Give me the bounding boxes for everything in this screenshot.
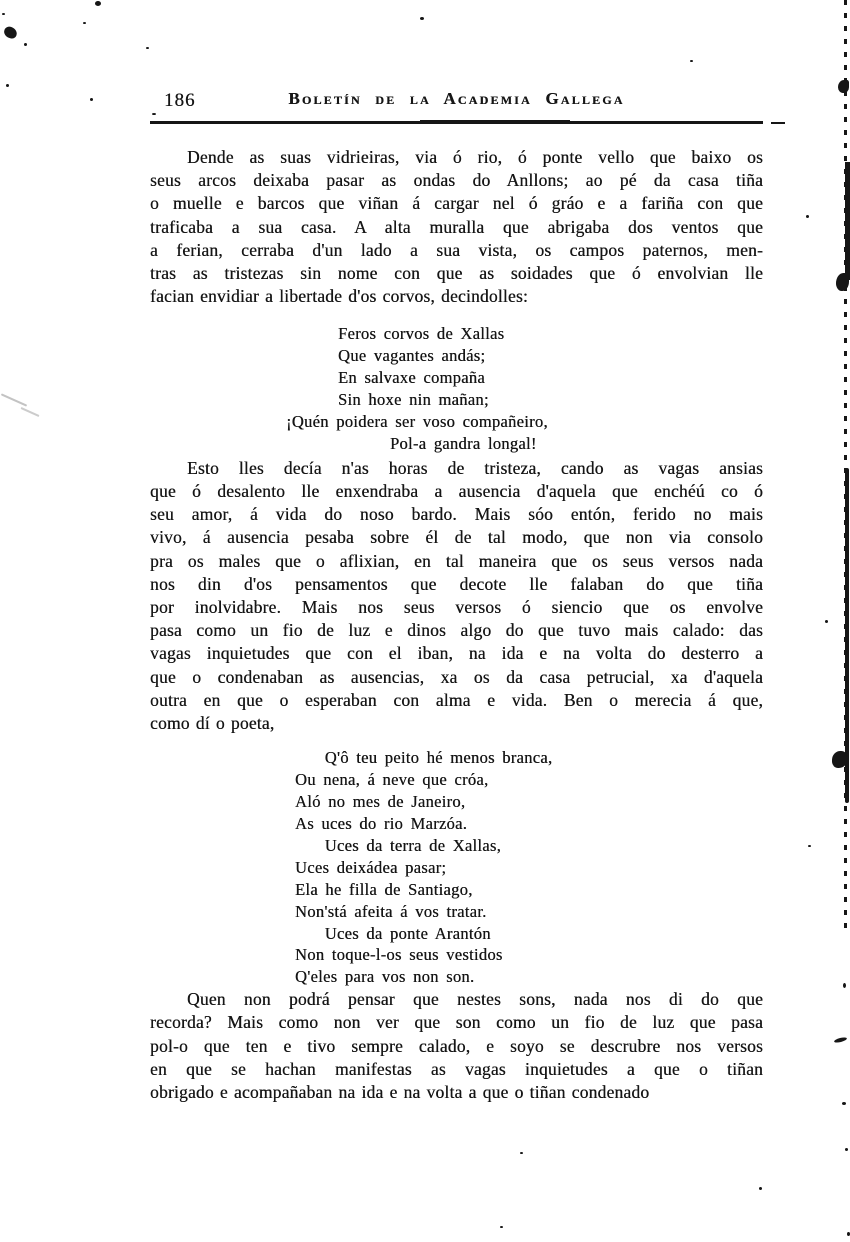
text-line: Pol-a gandra longal! (286, 433, 537, 453)
scratch-mark (20, 407, 39, 417)
text-line: Que vagantes andás; (286, 346, 486, 366)
text-line: Ou nena, á neve que cróa, (295, 770, 489, 790)
rule-tail-dash (771, 122, 785, 124)
scan-speck (2, 13, 5, 15)
scan-speck (842, 1102, 846, 1105)
scan-speck (845, 1148, 848, 1151)
verse-stanza-2 (295, 747, 763, 988)
text-line: facian envidiar a libertade d'os corvos, decindolles: (150, 286, 528, 307)
ink-blob (838, 80, 849, 93)
text-line: Sin hoxe nin mañan; (286, 390, 489, 410)
text-line: pra os males que o aflixian, en tal maneira que os seus versos nada (150, 550, 763, 571)
text-line: Aló no mes de Janeiro, (295, 792, 466, 812)
text-line: que o condenaban as ausencias, xa os da casa petrucial, xa d'aquela (150, 666, 763, 687)
text-line: tras as tristezas sin nome con que as soidades que ó envolvian lle (150, 263, 763, 284)
text-line: vivo, á ausencia pesaba sobre él de tal modo, que non via consolo (150, 527, 763, 548)
scan-speck (146, 47, 149, 49)
scan-speck (420, 17, 424, 20)
text-line: que ó desalento lle enxendraba a ausencia d'aquela que enchéú co ó (150, 481, 763, 502)
text-line: outra en que o esperaban con alma e vida. Ben o merecia á que, (150, 689, 763, 710)
text-line: En salvaxe compaña (286, 368, 485, 388)
scan-speck (152, 113, 156, 115)
page-header (150, 88, 763, 114)
ink-blob (836, 273, 849, 291)
scan-speck (83, 22, 86, 24)
scan-speck (690, 60, 693, 62)
text-line: Quen non podrá pensar que nestes sons, nada nos di do que (187, 989, 763, 1010)
scan-speck (6, 84, 9, 87)
scan-speck (90, 98, 93, 101)
text-line: obrigado e acompañaban na ida e na volta a que o tiñan condenado (150, 1082, 650, 1103)
text-line: nos din d'os pensamentos que decote lle falaban do que tiña (150, 573, 763, 594)
header-rule (150, 121, 763, 124)
text-line: Q'eles para vos non son. (295, 967, 475, 987)
text-line: como dí o poeta, (150, 713, 275, 734)
scan-mark (834, 1036, 848, 1043)
paragraph-2 (150, 457, 763, 735)
scan-speck (759, 1187, 762, 1190)
text-line: Feros corvos de Xallas (286, 324, 505, 344)
text-line: Uces da terra de Xallas, (295, 835, 502, 855)
text-line: Non'stá afeita á vos tratar. (295, 901, 487, 921)
scan-speck (500, 1226, 503, 1228)
scratch-mark (1, 393, 27, 406)
text-line: por inolvidabre. Mais nos seus versos ó siencio que os envolve (150, 597, 763, 618)
scan-speck (825, 620, 828, 623)
paragraph-1 (150, 146, 763, 308)
text-line: recorda? Mais como non ver que son como un fio de luz que pasa (150, 1012, 763, 1033)
text-line: o muelle e barcos que viñan á cargar nel ó gráo e a fariña con que (150, 193, 763, 214)
text-line: vagas inquietudes que con el iban, na ida e na volta do desterro a (150, 643, 763, 664)
text-line: Non toque-l-os seus vestidos (295, 945, 503, 965)
scan-speck (95, 1, 101, 6)
text-line: en que se hachan manifestas as vagas inquietudes a que o tiñan (150, 1058, 763, 1079)
page-number: 186 (164, 90, 196, 111)
text-line: Uces da ponte Arantón (295, 923, 491, 943)
text-line: Ela he filla de Santiago, (295, 879, 473, 899)
scan-speck (520, 1152, 523, 1154)
scan-speck (843, 983, 846, 988)
text-line: As uces do rio Marzóa. (295, 814, 468, 834)
text-line: Uces deixádea pasar; (295, 857, 447, 877)
scan-speck (806, 215, 809, 218)
journal-title: Boletín de la Academia Gallega (288, 89, 625, 108)
scan-edge-band (845, 162, 850, 280)
text-line: seus arcos deixaba pasar as ondas do Anllons; ao pé da casa tiña (150, 170, 763, 191)
text-line: Q'ô teu peito hé menos branca, (295, 748, 553, 768)
scan-speck (24, 43, 27, 46)
scan-speck (808, 845, 811, 847)
rule-thick-segment (420, 120, 570, 124)
text-line: pasa como un fio de luz e dinos algo do que tuvo mais calado: das (150, 620, 763, 641)
ink-blob (3, 25, 19, 39)
text-line: Esto lles decía n'as horas de tristeza, cando as vagas ansias (187, 457, 763, 478)
text-block (150, 146, 763, 1104)
text-line: seu amor, á vida do noso bardo. Mais sóo entón, ferido no mais (150, 504, 763, 525)
text-line: traficaba a sua casa. A alta muralla que abrigaba dos ventos que (150, 216, 763, 237)
text-line: ¡Quén poidera ser voso compañeiro, (286, 412, 548, 432)
text-line: pol-o que ten e tivo sempre calado, e soyo se descrubre nos versos (150, 1035, 763, 1056)
text-line: Dende as suas vidrieiras, via ó rio, ó ponte vello que baixo os (187, 147, 763, 167)
paragraph-3 (150, 988, 763, 1104)
verse-stanza-1 (286, 323, 763, 454)
text-line: a ferian, cerraba d'un lado a sua vista, os campos paternos, men- (150, 239, 763, 260)
